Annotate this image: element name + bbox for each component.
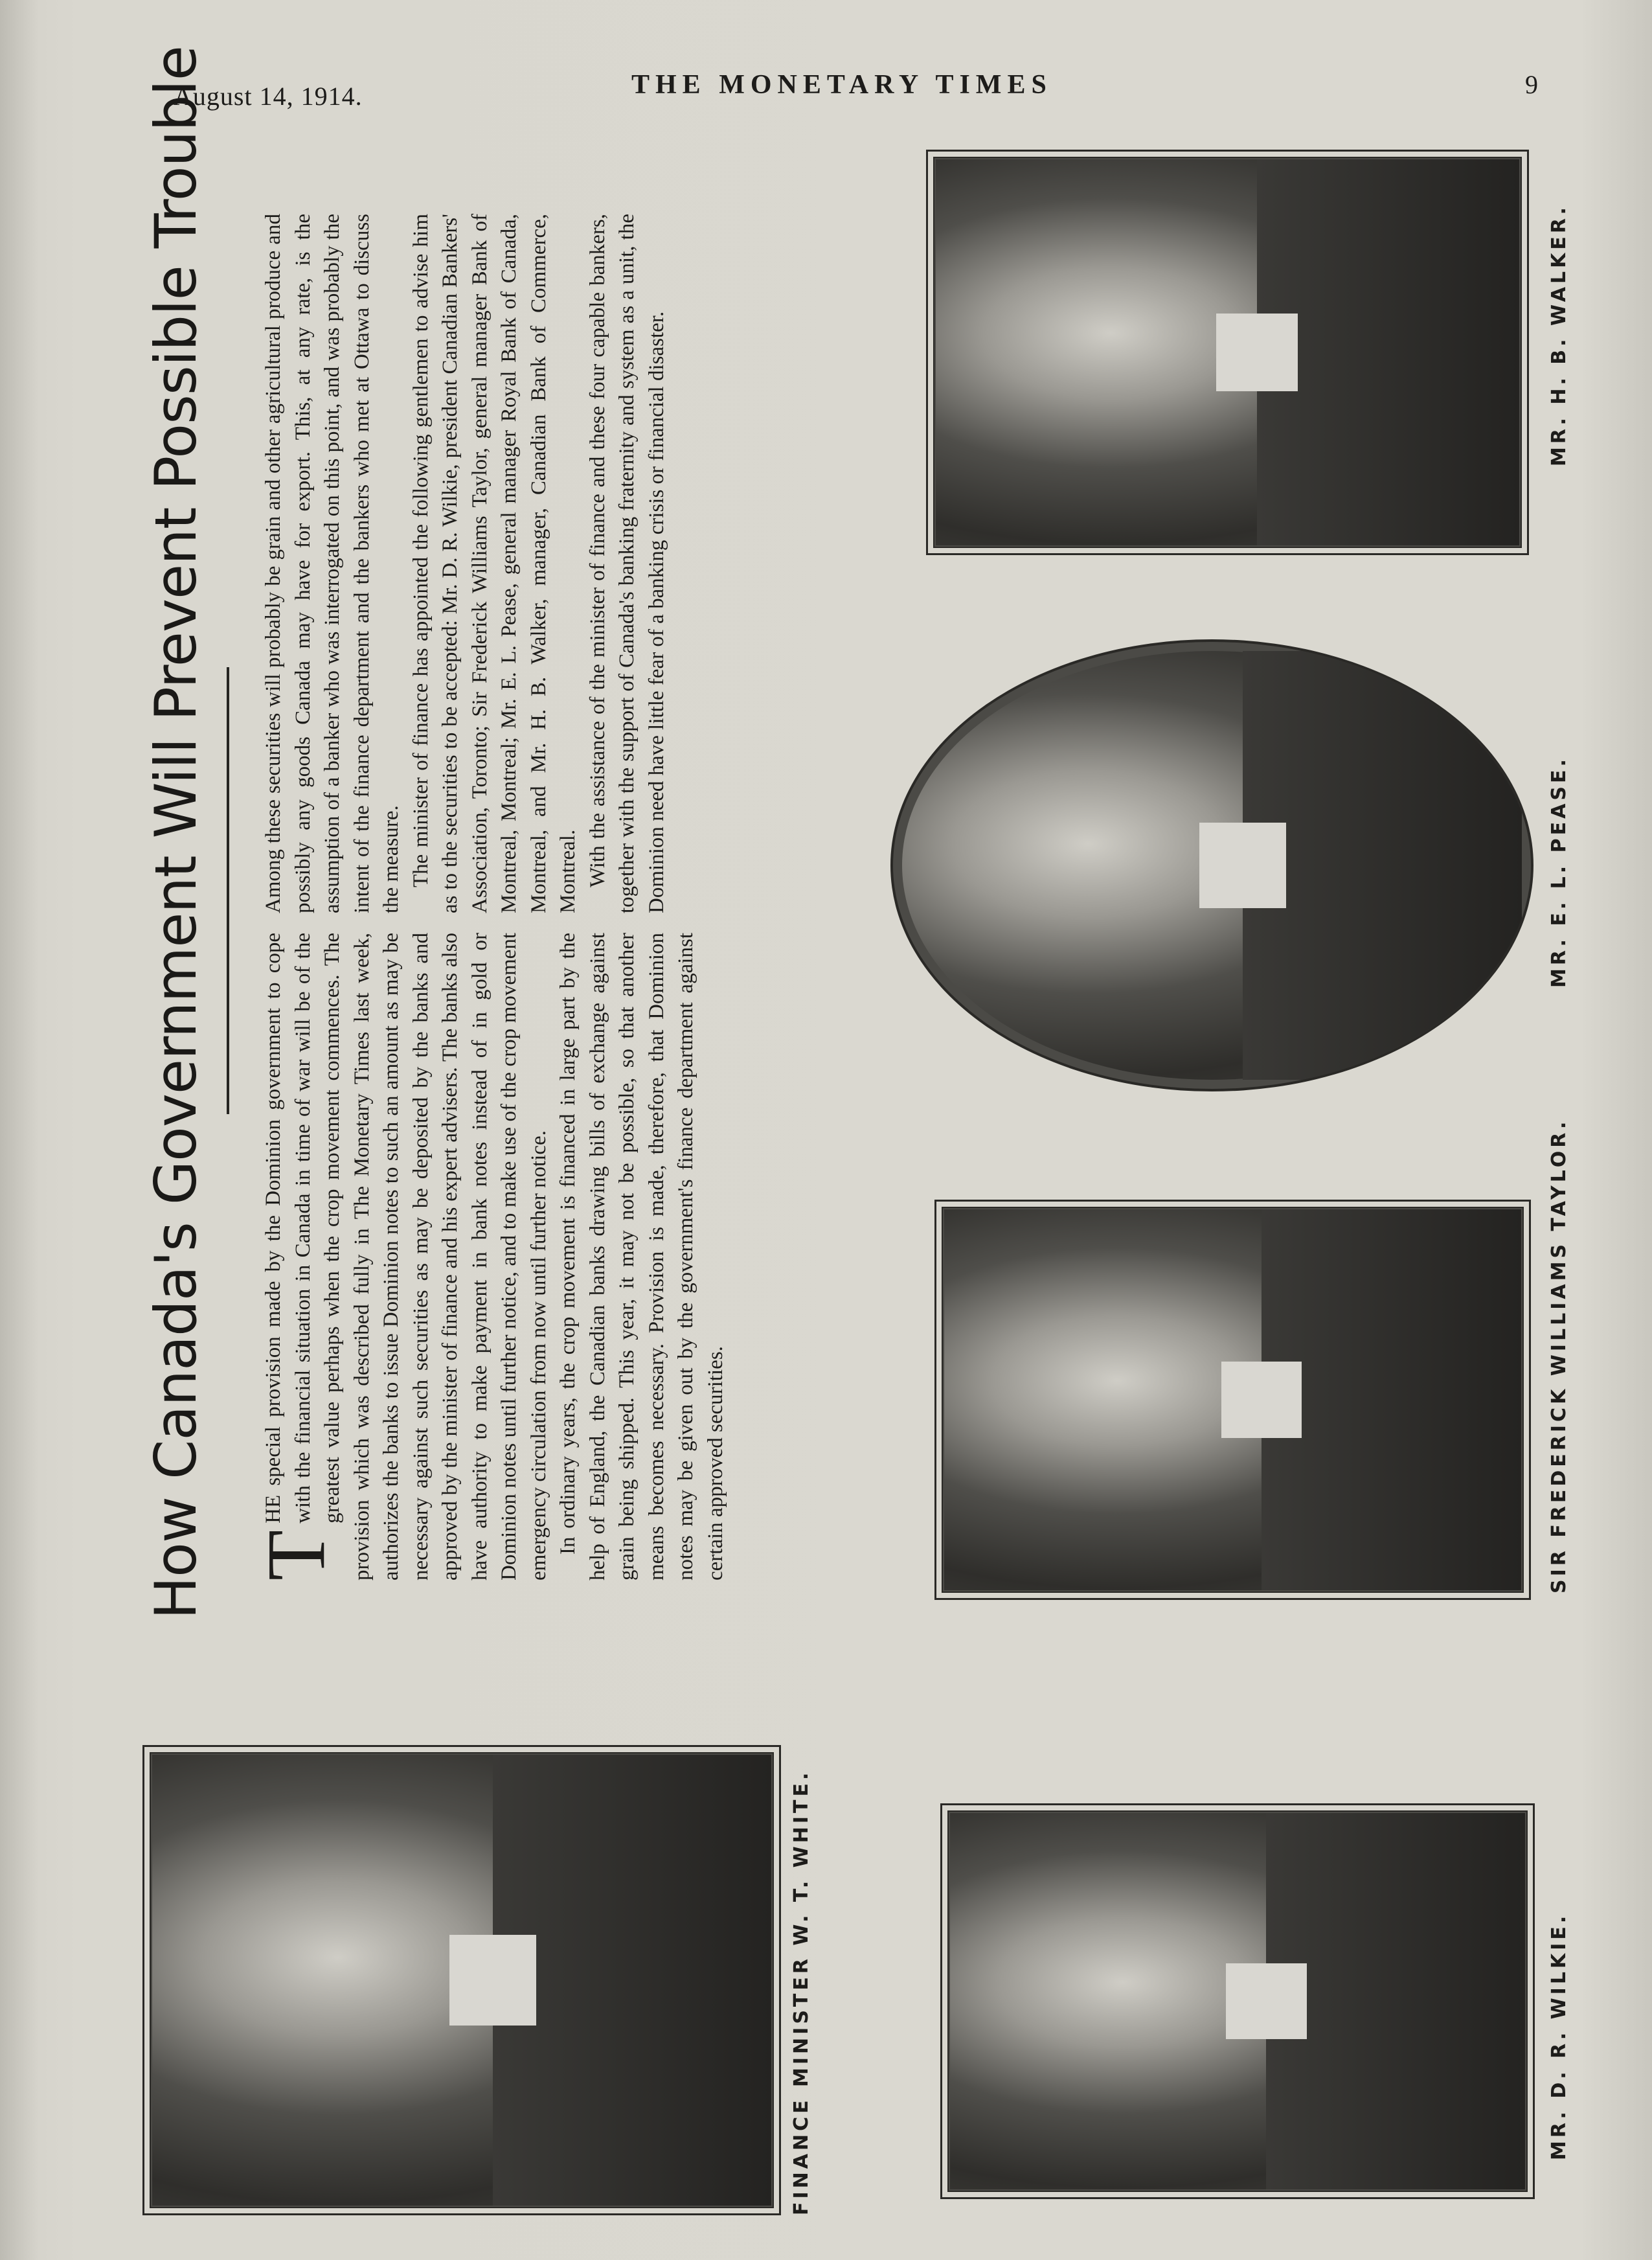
portrait-wilkie [940, 1803, 1535, 2199]
portrait-white [142, 1745, 781, 2215]
issue-date: August 14, 1914. [174, 82, 363, 111]
article-column-1 [250, 933, 829, 1581]
portrait-walker [926, 150, 1529, 555]
caption-walker: MR. H. B. WALKER. [1548, 204, 1570, 466]
page-header [0, 62, 1652, 113]
portrait-pease [890, 639, 1533, 1091]
headline-rule [227, 667, 229, 1114]
drop-cap: T [250, 1529, 342, 1581]
caption-wilkie: MR. D. R. WILKIE. [1548, 1912, 1570, 2160]
article-paragraph: T HE special provision made by the Dominion government to cope with the financial situation in Canada in time of war will be of the greatest value perhaps when the crop movement commences. The provision which was described fully in The Monetary Times last week, authorizes the banks to issue Dominion notes to such an amount as may be necessary against such securities as may be deposited by the banks and approved by the minister of finance and his expert advisers. The banks also have authority to make payment in bank notes instead of in gold or Dominion notes until further notice, and to make use of the crop movement emergency circulation from now until further notice. [250, 933, 550, 1581]
article-headline: How Canada's Government Will Prevent Possible Trouble [142, 46, 209, 1619]
article-paragraph: Among these securities will probably be grain and other agricultural produce and possibly any goods Canada may have for export. This, at any rate, is the assumption of a banker who was interrogated on this point, and was probably the intent of the finance department and the bankers who met at Ottawa to discuss the measure. [262, 214, 403, 913]
caption-white: FINANCE MINISTER W. T. WHITE. [790, 1769, 813, 2215]
article-paragraph: With the assistance of the minister of finance and these four capable bankers, together with the support of Canada's banking fraternity and system as a unit, the Dominion need have little fear of a banking crisis or financial disaster. [585, 214, 668, 913]
article-column-2 [259, 214, 829, 913]
publication-title: THE MONETARY TIMES [631, 70, 1052, 100]
caption-pease: MR. E. L. PEASE. [1548, 756, 1570, 988]
article-paragraph: In ordinary years, the crop movement is financed in large part by the help of England, the Canadian banks drawing bills of exchange against grain being shipped. This year, it may not be possible, so that another means becomes necessary. Provision is made, therefore, that Dominion notes may be given out by the government's finance department against certain approved securities. [556, 933, 727, 1581]
article-paragraph: The minister of finance has appointed the following gentlemen to advise him as to the securities to be accepted: Mr. D. R. Wilkie, president Canadian Bankers' Association, Toronto; Sir Frederick Williams Taylor, general manager Bank of Montreal, Montreal; Mr. E. L. Pease, general manager Royal Bank of Canada, Montreal, and Mr. H. B. Walker, manager, Canadian Bank of Commerce, Montreal. [409, 214, 580, 913]
page-number: 9 [1525, 70, 1538, 99]
portrait-taylor [934, 1200, 1531, 1600]
caption-taylor: SIR FREDERICK WILLIAMS TAYLOR. [1548, 1118, 1570, 1593]
